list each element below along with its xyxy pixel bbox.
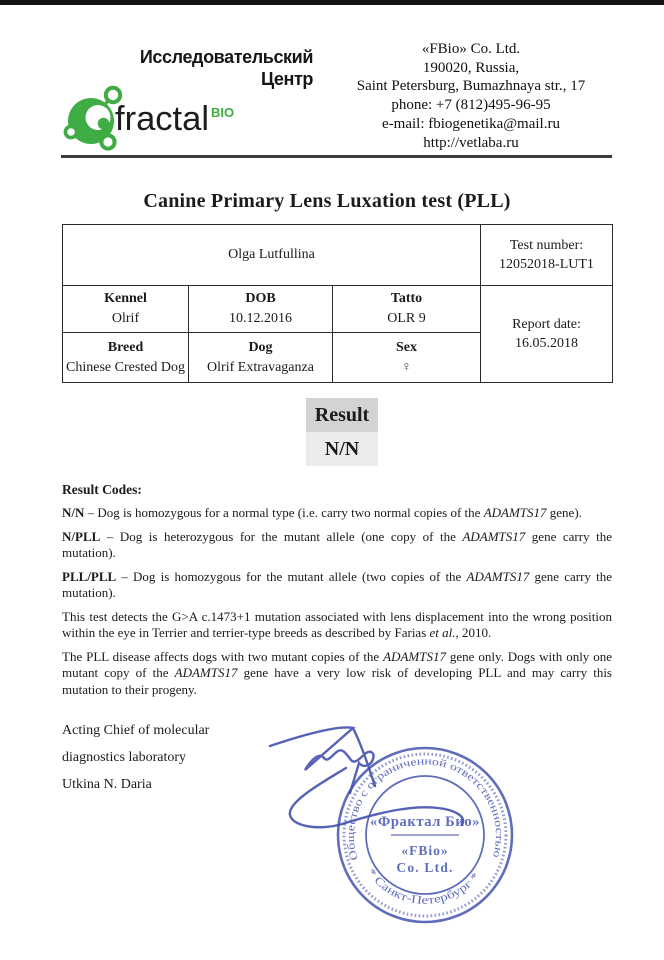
stamp-center-name-ru: «Фрактал Био» (369, 814, 481, 830)
tatto-cell (333, 286, 481, 333)
logo-wordmark: fractal (115, 100, 209, 138)
kennel-row (63, 286, 613, 333)
tatto-value: OLR 9 (387, 311, 426, 326)
code-nn-paragraph: N/N – Dog is homozygous for a normal type (i.e. carry two normal copies of the ADAMTS17 gene). (62, 505, 582, 520)
logo-bio-sup: BIO (211, 105, 235, 120)
handwritten-signature-icon (263, 718, 513, 833)
dob-cell (189, 286, 333, 333)
report-date-cell (481, 286, 613, 383)
kennel-label: Kennel (104, 291, 147, 306)
company-street: Saint Petersburg, Bumazhnaya str., 17 (356, 78, 586, 95)
org-name-line1: Исследовательский (139, 47, 313, 67)
company-website: http://vetlaba.ru (423, 134, 519, 151)
report-date-label: Report date: (512, 317, 581, 332)
kennel-value: Olrif (111, 311, 140, 326)
org-name (60, 46, 313, 90)
org-name-line2: Центр (260, 69, 313, 89)
dog-cell (189, 333, 333, 383)
test-number-cell (481, 225, 613, 286)
code-pllpll-paragraph: PLL/PLL – Dog is homozygous for the mutant allele (two copies of the ADAMTS17 gene carry the mutation). (62, 568, 613, 600)
result-box (306, 398, 378, 466)
sex-label: Sex (396, 339, 417, 355)
signoff-block (62, 717, 209, 798)
info-table (62, 224, 613, 383)
company-address (325, 40, 617, 152)
document-title: Canine Primary Lens Luxation test (PLL) (143, 190, 511, 212)
result-codes-heading: Result Codes: (62, 482, 142, 497)
header-divider (61, 155, 612, 158)
stamp-center-name-en: «FBio» (401, 843, 449, 858)
sex-cell (333, 333, 481, 383)
company-phone: phone: +7 (812)495-96-95 (391, 97, 551, 114)
molecule-icon (65, 88, 120, 149)
test-number-label: Test number: (509, 238, 584, 253)
result-label: Result (306, 398, 378, 432)
scan-edge-bar (0, 0, 664, 5)
company-name: «FBio» Co. Ltd. (421, 41, 521, 57)
fractalbio-logo (55, 85, 305, 155)
breed-value: Chinese Crested Dog (66, 359, 185, 375)
tatto-label: Tatto (390, 291, 423, 306)
result-codes-section (62, 482, 612, 705)
owner-cell (63, 225, 481, 286)
stamp-ring-text: Общество с ограниченной ответственностью (344, 755, 506, 862)
company-zip: 190020, Russia, (422, 59, 520, 76)
owner-row (63, 225, 613, 286)
kennel-cell (63, 286, 189, 333)
signer-title-line1: Acting Chief of molecular (62, 723, 210, 738)
signer-name: Utkina N. Daria (62, 777, 152, 792)
stamp-center-co-ltd: Co. Ltd. (396, 860, 454, 875)
breed-cell (63, 333, 189, 383)
dog-value: Olrif Extravaganza (207, 359, 314, 375)
stamp-city-text: * Санкт-Петербург * (364, 866, 482, 907)
sex-value: ♀ (401, 359, 412, 375)
dob-value: 10.12.2016 (229, 311, 292, 326)
signer-title-line2: diagnostics laboratory (62, 750, 187, 765)
dog-label: Dog (248, 339, 273, 355)
owner-name: Olga Lutfullina (228, 247, 315, 262)
company-email: e-mail: fbiogenetika@mail.ru (382, 115, 560, 132)
result-value: N/N (306, 432, 378, 466)
test-description-paragraph: This test detects the G>A c.1473+1 mutation associated with lens displacement into the wrong position within the eye in Terrier and terrier-type breeds as described by Farias et al., 2010. (62, 608, 612, 640)
dob-label: DOB (245, 291, 276, 306)
code-npll-paragraph: N/PLL – Dog is heterozygous for the mutant allele (one copy of the ADAMTS17 gene carry the mutation). (62, 528, 612, 560)
test-number-value: 12052018-LUT1 (499, 257, 594, 272)
breed-label: Breed (107, 339, 144, 355)
report-date-value: 16.05.2018 (515, 336, 578, 351)
disease-description-paragraph: The PLL disease affects dogs with two mutant copies of the ADAMTS17 gene only. Dogs with only one mutant copy of the ADAMTS17 gene have a very low risk of developing PLL and may carry this mutation to their progeny. (62, 648, 612, 697)
